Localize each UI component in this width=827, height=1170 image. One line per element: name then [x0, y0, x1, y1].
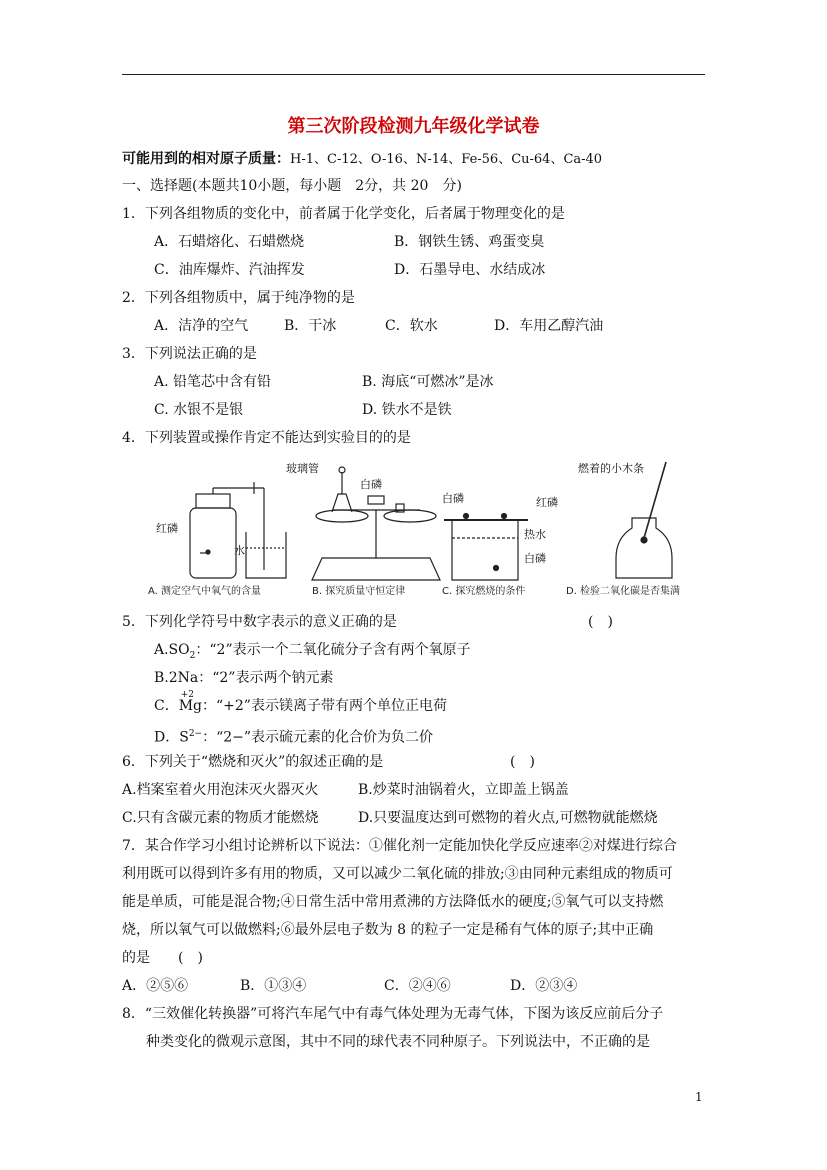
q2-option-b: B．干冰 — [284, 318, 337, 334]
caption-a: A. 测定空气中氧气的含量 — [148, 586, 262, 597]
q1-option-c: C．油库爆炸、汽油挥发 — [154, 262, 305, 278]
q7-line-4: 烧，所以氧气可以做燃料;⑥最外层电子数为 8 的粒子一定是稀有气体的原子;其中正确 — [122, 922, 654, 938]
q4-apparatus-figure — [146, 458, 690, 604]
section-heading: 一、选择题(本题共10小题，每小题 2分，共 20 分) — [122, 178, 462, 194]
atomic-mass-label: 可能用到的相对原子质量： — [122, 151, 290, 167]
q7-line-5: 的是 ( ) — [122, 950, 203, 966]
q5-option-a: $A.SO_2$：“2”表示一个二氧化硫分子含有两个氧原子 — [154, 642, 471, 661]
caption-c: C. 探究燃烧的条件 — [442, 586, 526, 597]
q7-option-a: A．②⑤⑥ — [122, 978, 189, 994]
q3-option-d: D. 铁水不是铁 — [362, 402, 452, 418]
q4-stem: 4．下列装置或操作肯定不能达到实验目的的是 — [122, 430, 411, 446]
q5-option-d: D．$S^{2-}$：“2−”表示硫元素的化合价为负二价 — [154, 729, 434, 746]
q6-stem: 6．下列关于“燃烧和灭火”的叙述正确的是 — [122, 754, 384, 770]
q5-option-c: C． +2 Mg：“+2”表示镁离子带有两个单位正电荷 — [154, 690, 447, 714]
label-hot-water: 热水 — [524, 528, 546, 541]
apparatus-c — [444, 514, 528, 581]
q2-option-c: C．软水 — [385, 318, 438, 334]
apparatus-d — [616, 462, 672, 578]
q6-option-b: B.炒菜时油锅着火，立即盖上锅盖 — [358, 782, 569, 798]
atomic-mass-line — [122, 150, 602, 169]
mg-valence-symbol: +2 Mg — [178, 690, 203, 714]
q5-option-b: B.2Na：“2”表示两个钠元素 — [154, 670, 334, 686]
q6-option-a: A.档案室着火用泡沫灭火器灭火 — [122, 782, 319, 798]
q2-stem: 2．下列各组物质中，属于纯净物的是 — [122, 290, 355, 306]
q2-option-d: D．车用乙醇汽油 — [494, 318, 604, 334]
label-white-phosphorus-b: 白磷 — [360, 478, 382, 491]
q1-option-b: B．钢铁生锈、鸡蛋变臭 — [394, 234, 545, 250]
q1-option-d: D．石墨导电、水结成冰 — [394, 262, 546, 278]
atomic-mass-values: H-1、C-12、O-16、N-14、Fe-56、Cu-64、Ca-40 — [290, 152, 603, 167]
q7-line-1: 7．某合作学习小组讨论辨析以下说法：①催化剂一定能加快化学反应速率②对煤进行综合 — [122, 838, 677, 854]
q2-option-a: A．洁净的空气 — [154, 318, 249, 334]
q6-option-c: C.只有含碳元素的物质才能燃烧 — [122, 810, 319, 826]
label-white-phosphorus-c: 白磷 — [442, 492, 464, 505]
q6-answer-paren: ( ) — [510, 754, 535, 770]
q5-stem: 5．下列化学符号中数字表示的意义正确的是 — [122, 614, 397, 630]
label-water: 水 — [234, 544, 245, 557]
q3-stem: 3．下列说法正确的是 — [122, 346, 257, 362]
q3-option-a: A. 铅笔芯中含有铅 — [154, 374, 272, 390]
label-white-phosphorus-c2: 白磷 — [524, 552, 546, 565]
q7-option-d: D．②③④ — [510, 978, 578, 994]
q3-option-c: C. 水银不是银 — [154, 402, 244, 418]
q5-answer-paren: ( ) — [588, 614, 613, 630]
q7-line-2: 利用既可以得到许多有用的物质，又可以减少二氧化硫的排放;③由同种元素组成的物质可 — [122, 866, 673, 882]
caption-d: D. 检验二氧化碳是否集满 — [566, 586, 681, 597]
q7-line-3: 能是单质，可能是混合物;④日常生活中常用煮沸的方法降低水的硬度;⑤氧气可以支持燃 — [122, 894, 664, 910]
q8-line-2: 种类变化的微观示意图，其中不同的球代表不同种原子。下列说法中，不正确的是 — [146, 1034, 650, 1050]
q1-option-a: A．石蜡熔化、石蜡燃烧 — [154, 234, 305, 250]
q8-line-1: 8．“三效催化转换器”可将汽车尾气中有毒气体处理为无毒气体，下图为该反应前后分子 — [122, 1006, 664, 1022]
exam-title: 第三次阶段检测九年级化学试卷 — [287, 116, 540, 137]
page-number: 1 — [695, 1090, 703, 1104]
q1-stem: 1．下列各组物质的变化中，前者属于化学变化，后者属于物理变化的是 — [122, 206, 565, 222]
q7-option-c: C．②④⑥ — [384, 978, 451, 994]
q3-option-b: B. 海底“可燃冰”是冰 — [362, 374, 494, 390]
q6-option-d: D.只要温度达到可燃物的着火点,可燃物就能燃烧 — [358, 810, 658, 826]
label-burning-stick: 燃着的小木条 — [578, 462, 644, 475]
label-red-phosphorus: 红磷 — [156, 522, 178, 535]
header-rule — [122, 74, 705, 75]
label-glass-tube: 玻璃管 — [286, 462, 319, 475]
q7-option-b: B．①③④ — [240, 978, 307, 994]
label-red-phosphorus-c: 红磷 — [536, 496, 558, 509]
caption-b: B. 探究质量守恒定律 — [312, 586, 406, 597]
apparatus-a — [190, 482, 286, 578]
